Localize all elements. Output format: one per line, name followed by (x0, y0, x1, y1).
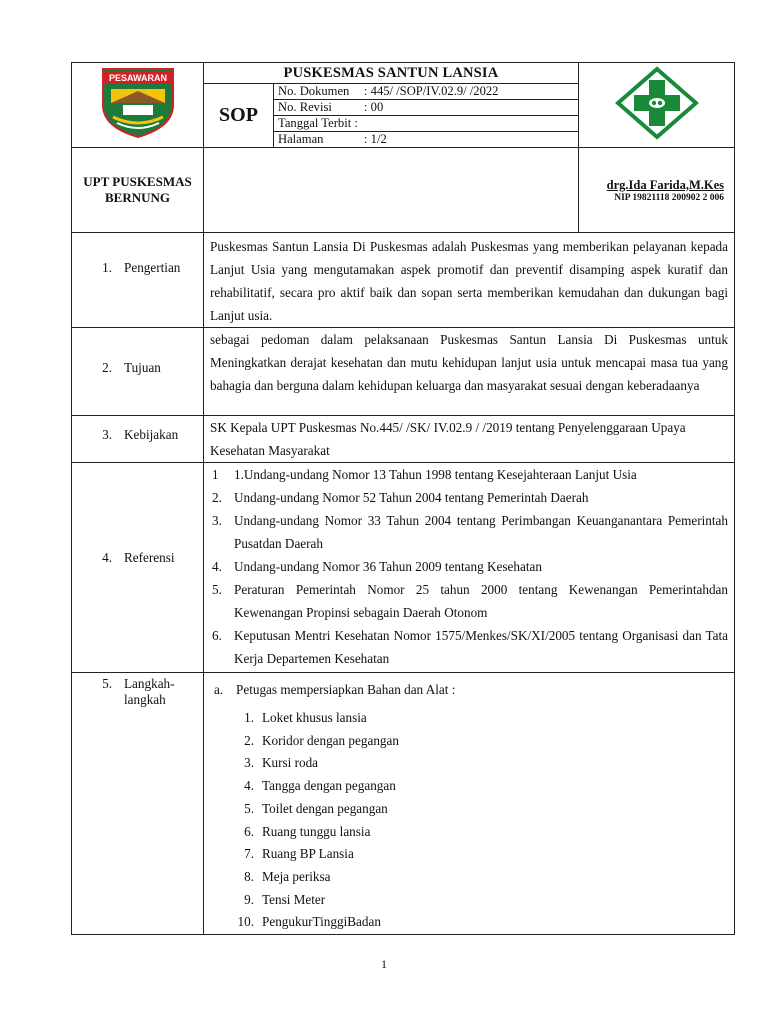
equipment-item: 3. Kursi roda (244, 755, 319, 771)
equipment-item: 9. Tensi Meter (244, 891, 326, 907)
regency-logo-cell (72, 63, 204, 148)
reference-item: 6. Keputusan Mentri Kesehatan Nomor 1575/Menkes/SK/XI/2005 tentang Organisasi dan Tata Kerja Departemen Kesehatan (212, 628, 728, 666)
section-label-pengertian: 1. Pengertian (72, 233, 204, 328)
section-text-tujuan: sebagai pedoman dalam pelaksanaan Puskesmas Santun Lansia Di Puskesmas untuk Meningkatkan derajat kesehatan dan mutu kehidupan lanjut usia untuk mencapai masa tua yang bahagia dan berguna dalam kehidupan keluarga dan masyarakat sesuai dengan keberadaanya (204, 328, 735, 416)
puskesmas-logo-cell (579, 63, 735, 148)
reference-item: 5. Peraturan Pemerintah Nomor 25 tahun 2000 tentang Kewenangan Pemerintahdan Kewenangan Propinsi sebagain Daerah Otonom (212, 582, 728, 620)
unit-name (72, 148, 204, 233)
equipment-item: 1. Loket khusus lansia (244, 710, 367, 725)
section-label-langkah: 5. Langkah- langkah (72, 673, 204, 935)
section-text-kebijakan: SK Kepala UPT Puskesmas No.445/ /SK/ IV.02.9 / /2019 tentang Penyelenggaraan Upaya Kesehatan Masyarakat (204, 416, 735, 463)
unit-name-text: UPT PUSKESMAS BERNUNG (83, 174, 192, 205)
reference-item: 3. Undang-undang Nomor 33 Tahun 2004 tentang Perimbangan Keuanganantara Pemerintah Pusatdan Daerah (212, 513, 728, 551)
equipment-item: 8. Meja periksa (244, 868, 331, 884)
equipment-item: 5. Toilet dengan pegangan (244, 800, 388, 816)
equipment-item: 6. Ruang tunggu lansia (244, 823, 371, 839)
blank-signature-area (204, 148, 579, 233)
equipment-item: 2. Koridor dengan pegangan (244, 732, 399, 748)
section-label-kebijakan: 3. Kebijakan (72, 416, 204, 463)
page-number: 1 (381, 957, 387, 971)
section-label-tujuan: 2. Tujuan (72, 328, 204, 416)
langkah-sub-heading: a. Petugas mempersiapkan Bahan dan Alat : (214, 682, 456, 697)
reference-item: 2. Undang-undang Nomor 52 Tahun 2004 tentang Pemerintah Daerah (212, 490, 589, 505)
section-label-referensi: 4. Referensi (72, 463, 204, 673)
signer-nip: NIP 19821118 200902 2 006 (614, 192, 724, 203)
sop-table (71, 62, 735, 935)
signer-name: drg.Ida Farida,M.Kes (606, 177, 724, 192)
section-text-pengertian: Puskesmas Santun Lansia Di Puskesmas adalah Puskesmas yang memberikan pelayanan kepada Lanjut Usia yang mengutamakan aspek promotif dan preventif disamping aspek kuratif dan rehabilitatif, secara pro aktif baik dan sopan serta memberikan kemudahan dan dukungan bagi Lanjut usia. (204, 233, 735, 328)
section-referensi-list (204, 463, 735, 673)
puskesmas-logo-icon (615, 66, 699, 140)
pesawaran-logo-icon (97, 65, 179, 141)
equipment-item: 4. Tangga dengan pegangan (244, 778, 396, 794)
equipment-item: 7. Ruang BP Lansia (244, 846, 354, 862)
reference-item: 1 1.Undang-undang Nomor 13 Tahun 1998 tentang Kesejahteraan Lanjut Usia (212, 467, 637, 482)
logo-text: PESAWARAN (108, 73, 167, 83)
reference-item: 4. Undang-undang Nomor 36 Tahun 2009 tentang Kesehatan (212, 559, 542, 574)
meta-no-dokumen: No. Dokumen : 445/ /SOP/IV.02.9/ /2022 (274, 84, 579, 100)
meta-tanggal-terbit: Tanggal Terbit : (274, 116, 579, 132)
sop-label: SOP (204, 84, 274, 148)
equipment-item: 10. PengukurTinggiBadan (237, 914, 381, 930)
meta-halaman: Halaman : 1/2 (274, 132, 579, 148)
document-title: PUSKESMAS SANTUN LANSIA (204, 63, 579, 84)
meta-no-revisi: No. Revisi : 00 (274, 100, 579, 116)
signature-block (579, 148, 735, 233)
section-langkah-content (204, 673, 735, 935)
